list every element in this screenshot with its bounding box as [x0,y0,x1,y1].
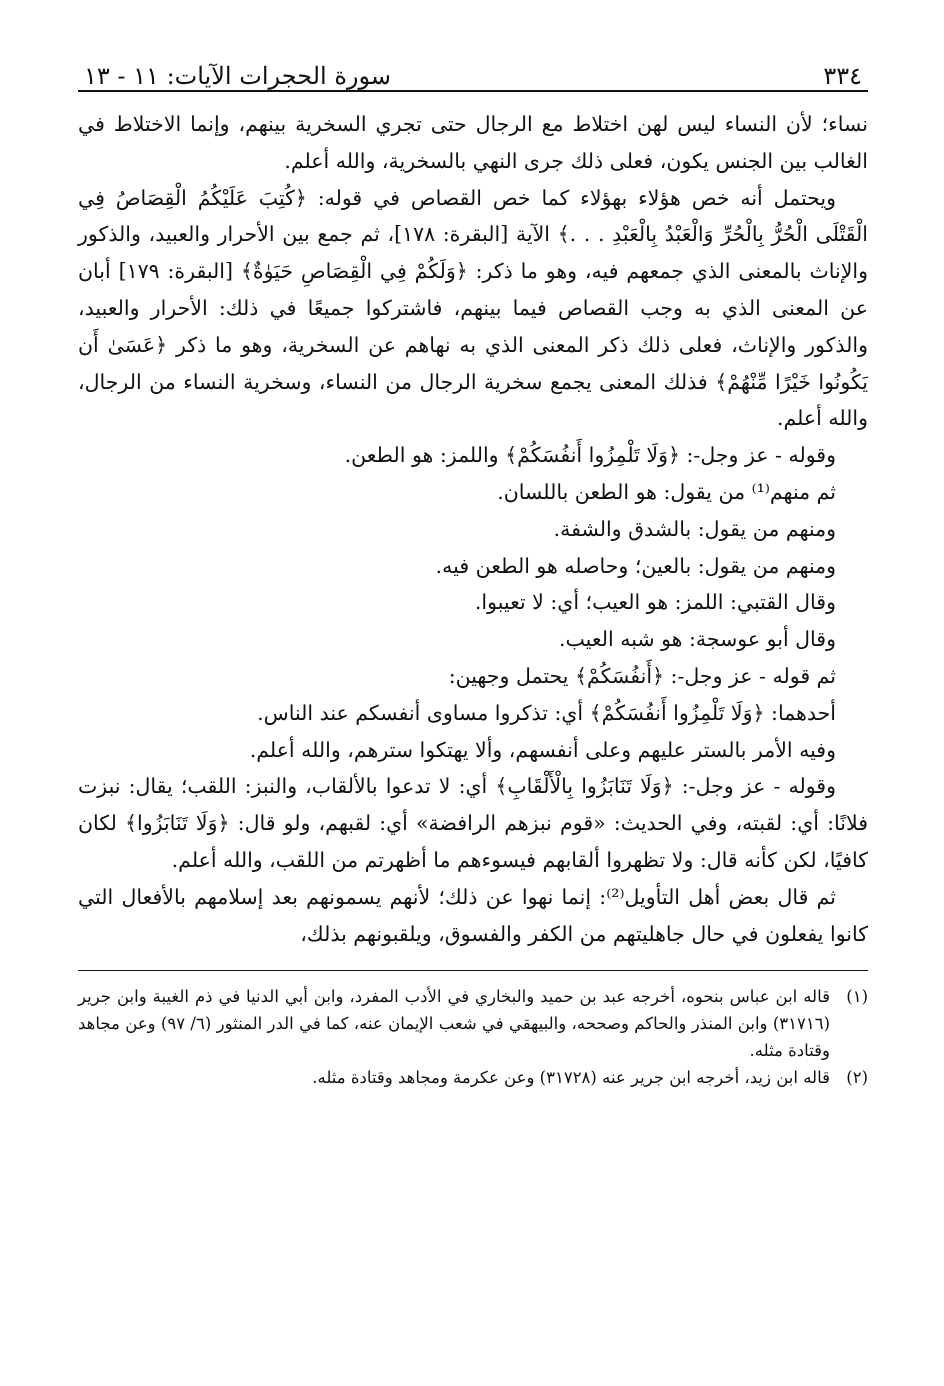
paragraph: ثم قوله - عز وجل-: ﴿أَنفُسَكُمْ﴾ يحتمل وجهين: [448,663,836,688]
footnote-divider [78,970,868,971]
book-page [78,48,868,1091]
paragraph: ومنهم من يقول: بالشدق والشفة. [553,516,836,541]
footnote-number: (١) [846,987,868,1007]
running-title: سورة الحجرات الآيات: ١١ - ١٣ [84,62,391,90]
paragraph: وفيه الأمر بالستر عليهم وعلى أنفسهم، وألا يهتكوا سترهم، والله أعلم. [249,737,836,762]
paragraph: ثم قال بعض أهل التأويل⁽²⁾: إنما نهوا عن ذلك؛ لأنهم يسمونهم بعد إسلامهم بالأفعال التي كانوا يفعلون في حال جاهليتهم من الكفر والفسوق، ويلقبونهم بذلك، [78,884,868,946]
paragraph: وقوله - عز وجل-: ﴿وَلَا تَنَابَزُوا بِالْأَلْقَابِ﴾ أي: لا تدعوا بالألقاب، والنبز: اللقب؛ يقال: نبزت فلانًا: أي: لقبته، وفي الحديث: «قوم نبزهم الرافضة» أي: لقبهم، ولو قال: ﴿وَلَا تَنَابَزُوا﴾ لكان كافيًا، لكن كأنه قال: ولا تظهروا ألقابهم فيسوءهم ما أظهرتم من اللقب، والله أعلم. [78,774,868,872]
footnote-number: (٢) [846,1068,868,1088]
paragraph: ويحتمل أنه خص هؤلاء بهؤلاء كما خص القصاص في قوله: ﴿كُتِبَ عَلَيْكُمُ الْقِصَاصُ فِي الْقَتْلَى الْحُرُّ بِالْحُرِّ وَالْعَبْدُ بِالْعَبْدِ . . .﴾ الآية [البقرة: ١٧٨]، ثم جمع بين الأحرار والعبيد، والذكور والإناث بالمعنى الذي جمعهم فيه، وهو ما ذكر: ﴿وَلَكُمْ فِي الْقِصَاصِ حَيَوٰةٌ﴾ [البقرة: ١٧٩] أبان عن المعنى الذي به وجب القصاص فيما بينهم، فاشتركوا جميعًا في ذلك: الأحرار والعبيد، والذكور والإناث، فعلى ذلك ذكر المعنى الذي به نهاهم عن السخرية، وهو ما ذكر ﴿عَسَىٰ أَن يَكُونُوا خَيْرًا مِّنْهُمْ﴾ فذلك المعنى يجمع سخرية الرجال من النساء، وسخرية النساء من الرجال، والله أعلم. [78,185,868,431]
paragraph: نساء؛ لأن النساء ليس لهن اختلاط مع الرجال حتى تجري السخرية بينهم، وإنما الاختلاط في الغالب بين الجنس يكون، فعلى ذلك جرى النهي بالسخرية، والله أعلم. [78,112,868,173]
paragraph: وقوله - عز وجل-: ﴿وَلَا تَلْمِزُوا أَنفُسَكُمْ﴾ واللمز: هو الطعن. [344,443,836,468]
paragraph: أحدهما: ﴿وَلَا تَلْمِزُوا أَنفُسَكُمْ﴾ أي: تذكروا مساوى أنفسكم عند الناس. [257,700,836,725]
paragraph: ومنهم من يقول: بالعين؛ وحاصله هو الطعن فيه. [435,553,836,578]
page-number: ٣٣٤ [823,62,862,90]
paragraph: ثم منهم⁽¹⁾ من يقول: هو الطعن باللسان. [497,479,836,504]
page-header [78,48,868,92]
footnotes [78,983,868,1091]
footnote-text: قاله ابن زيد، أخرجه ابن جرير عنه (٣١٧٢٨) وعن عكرمة ومجاهد وقتادة مثله. [312,1068,830,1088]
paragraph: وقال القتبي: اللمز: هو العيب؛ أي: لا تعيبوا. [474,590,836,615]
main-text [78,106,868,952]
paragraph: وقال أبو عوسجة: هو شبه العيب. [559,627,836,652]
footnote-text: قاله ابن عباس بنحوه، أخرجه عبد بن حميد والبخاري في الأدب المفرد، وابن أبي الدنيا في ذم الغيبة وابن جرير (٣١٧١٦) وابن المنذر والحاكم وصححه، والبيهقي في شعب الإيمان عنه، كما في الدر المنثور (٦/ ٩٧) وعن مجاهد وقتادة مثله. [78,987,830,1061]
footnote [78,1064,868,1091]
footnote [78,983,868,1064]
